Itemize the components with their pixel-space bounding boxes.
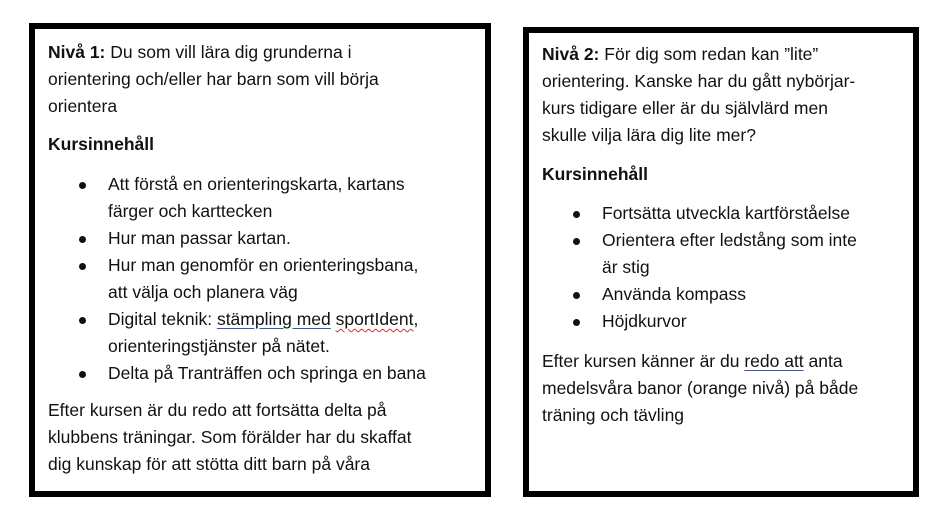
level2-outro-text: anta	[803, 351, 843, 371]
level1-heading: Kursinnehåll	[48, 134, 154, 154]
level1-outro-line-3: dig kunskap för att stötta ditt barn på våra	[48, 454, 370, 474]
list-item	[108, 225, 472, 252]
spelling-underlined-text: sportIdent	[335, 309, 414, 329]
level1-box	[29, 23, 491, 497]
level1-intro-line-2: orientering och/eller har barn som vill börja	[48, 69, 379, 89]
level2-outro	[542, 348, 900, 429]
level1-list	[48, 171, 472, 387]
list-item-text: Hur man passar kartan.	[108, 228, 291, 248]
level2-intro-line-2: orientering. Kanske har du gått nybörjar-	[542, 71, 856, 91]
list-item-text: orienteringstjänster på nätet.	[108, 336, 330, 356]
level2-intro	[542, 41, 900, 149]
level2-outro-line-3: träning och tävling	[542, 405, 685, 425]
grammar-underlined-text: stämpling med	[216, 309, 331, 329]
list-item	[108, 306, 472, 360]
list-item	[602, 227, 900, 281]
list-item	[602, 281, 900, 308]
list-item-text: är stig	[602, 257, 650, 277]
level2-label: Nivå 2:	[542, 44, 600, 64]
level1-intro-line-1: Du som vill lära dig grunderna i	[110, 42, 352, 62]
list-item-text: Orientera efter ledstång som inte	[602, 230, 857, 250]
level1-outro-line-1: Efter kursen är du redo att fortsätta delta på	[48, 400, 387, 420]
list-item-text: färger och karttecken	[108, 201, 273, 221]
list-item-text: Använda kompass	[602, 284, 746, 304]
list-item-text: Att förstå en orienteringskarta, kartans	[108, 174, 405, 194]
list-item	[602, 200, 900, 227]
list-item	[602, 308, 900, 335]
level2-outro-text: Efter kursen känner är du	[542, 351, 745, 371]
level2-box	[523, 27, 919, 497]
level2-intro-line-4: skulle vilja lära dig lite mer?	[542, 125, 756, 145]
level2-intro-line-1: För dig som redan kan ”lite”	[604, 44, 819, 64]
level1-label: Nivå 1:	[48, 42, 106, 62]
level1-outro	[48, 397, 472, 478]
list-item	[108, 360, 472, 387]
list-item-text: ,	[413, 309, 419, 329]
level2-outro-line-2: medelsvåra banor (orange nivå) på både	[542, 378, 859, 398]
list-item-text: Höjdkurvor	[602, 311, 687, 331]
level2-intro-line-3: kurs tidigare eller är du självlärd men	[542, 98, 828, 118]
list-item-text: att välja och planera väg	[108, 282, 298, 302]
list-item	[108, 171, 472, 225]
level2-heading: Kursinnehåll	[542, 164, 648, 184]
level1-outro-line-2: klubbens träningar. Som förälder har du skaffat	[48, 427, 412, 447]
list-item	[108, 252, 472, 306]
level1-intro	[48, 39, 472, 120]
list-item-text: Delta på Tranträffen och springa en bana	[108, 363, 426, 383]
grammar-underlined-text: redo att	[744, 351, 804, 371]
level1-intro-line-3: orientera	[48, 96, 118, 116]
list-item-text: Fortsätta utveckla kartförståelse	[602, 203, 851, 223]
list-item-text: Hur man genomför en orienteringsbana,	[108, 255, 419, 275]
list-item-text: Digital teknik:	[108, 309, 217, 329]
level2-list	[542, 200, 900, 335]
